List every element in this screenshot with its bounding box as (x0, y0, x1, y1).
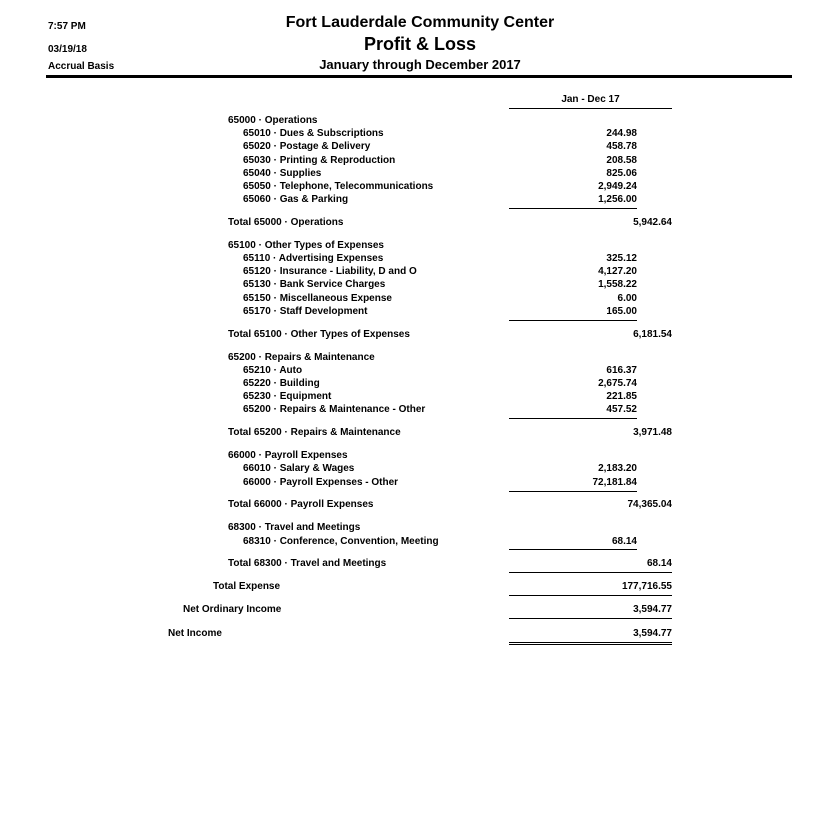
report-row (0, 167, 835, 181)
report-row (0, 377, 835, 391)
row-label: 66000 · Payroll Expenses (228, 450, 348, 461)
row-label: 65030 · Printing & Reproduction (243, 155, 396, 166)
row-amount: 457.52 (606, 404, 637, 415)
report-row (0, 180, 835, 194)
report-date: 03/19/18 (48, 44, 87, 55)
report-row (0, 140, 835, 154)
subtotal-rule (509, 595, 672, 596)
report-row (0, 627, 835, 641)
column-header: Jan - Dec 17 (561, 94, 620, 105)
report-row (0, 265, 835, 279)
row-amount: 5,942.64 (633, 217, 672, 228)
row-amount: 458.78 (606, 141, 637, 152)
report-row (0, 535, 835, 549)
row-amount: 4,127.20 (598, 266, 637, 277)
section-header-row (0, 351, 835, 365)
report-row (0, 278, 835, 292)
row-label: 65150 · Miscellaneous Expense (243, 293, 392, 304)
report-row (0, 390, 835, 404)
section-header-row (0, 239, 835, 253)
row-amount: 325.12 (606, 253, 637, 264)
row-amount: 221.85 (606, 391, 637, 402)
row-label: 65220 · Building (243, 378, 320, 389)
section-header-row (0, 449, 835, 463)
row-amount: 3,594.77 (633, 604, 672, 615)
report-row (0, 462, 835, 476)
row-label: Net Income (168, 628, 222, 639)
row-amount: 616.37 (606, 365, 637, 376)
row-amount: 3,971.48 (633, 427, 672, 438)
row-label: 65130 · Bank Service Charges (243, 279, 386, 290)
row-amount: 165.00 (606, 306, 637, 317)
row-label: 66000 · Payroll Expenses - Other (243, 477, 399, 488)
row-label: 65110 · Advertising Expenses (243, 253, 384, 264)
row-label: Total 68300 · Travel and Meetings (228, 558, 387, 569)
row-amount: 244.98 (606, 128, 637, 139)
row-label: Total 66000 · Payroll Expenses (228, 499, 374, 510)
row-amount: 1,558.22 (598, 279, 637, 290)
report-row (0, 603, 835, 617)
report-row (0, 216, 835, 230)
report-period: January through December 2017 (319, 57, 521, 72)
subtotal-rule (509, 549, 637, 550)
report-row (0, 580, 835, 594)
row-amount: 68.14 (646, 558, 672, 569)
row-label: 65230 · Equipment (243, 391, 332, 402)
row-amount: 177,716.55 (621, 581, 672, 592)
row-label: 65050 · Telephone, Telecommunications (243, 181, 434, 192)
row-label: 65200 · Repairs & Maintenance (228, 352, 375, 363)
row-amount: 6.00 (617, 293, 637, 304)
row-label: 68300 · Travel and Meetings (228, 522, 361, 533)
row-label: 65100 · Other Types of Expenses (228, 240, 384, 251)
row-label: 65040 · Supplies (243, 168, 322, 179)
row-label: 65210 · Auto (243, 365, 303, 376)
row-amount: 2,949.24 (598, 181, 637, 192)
report-row (0, 498, 835, 512)
company-name: Fort Lauderdale Community Center (285, 14, 555, 31)
row-label: Total 65000 · Operations (228, 217, 344, 228)
report-row (0, 305, 835, 319)
row-label: 65000 · Operations (228, 115, 318, 126)
report-row (0, 364, 835, 378)
row-label: Total 65200 · Repairs & Maintenance (228, 427, 401, 438)
report-row (0, 403, 835, 417)
report-row (0, 557, 835, 571)
row-label: 66010 · Salary & Wages (243, 463, 355, 474)
report-basis: Accrual Basis (48, 61, 115, 72)
report-row (0, 328, 835, 342)
row-amount: 6,181.54 (633, 329, 672, 340)
row-label: 65060 · Gas & Parking (243, 194, 349, 205)
subtotal-rule (509, 572, 672, 573)
row-amount: 2,183.20 (598, 463, 637, 474)
report-row (0, 292, 835, 306)
net-income-double-rule (509, 642, 672, 645)
report-title: Profit & Loss (363, 34, 476, 54)
row-amount: 74,365.04 (627, 499, 672, 510)
row-amount: 3,594.77 (633, 628, 672, 639)
section-header-row (0, 521, 835, 535)
section-header-row (0, 114, 835, 128)
report-row (0, 426, 835, 440)
row-label: 65010 · Dues & Subscriptions (243, 128, 384, 139)
row-label: Net Ordinary Income (183, 604, 282, 615)
subtotal-rule (509, 618, 672, 619)
row-label: Total 65100 · Other Types of Expenses (228, 329, 410, 340)
report-row (0, 193, 835, 207)
row-label: 68310 · Conference, Convention, Meeting (243, 536, 439, 547)
row-amount: 208.58 (606, 155, 637, 166)
subtotal-rule (509, 491, 637, 492)
row-label: 65200 · Repairs & Maintenance - Other (243, 404, 426, 415)
report-row (0, 154, 835, 168)
subtotal-rule (509, 418, 637, 419)
row-amount: 2,675.74 (598, 378, 637, 389)
report-time: 7:57 PM (48, 21, 86, 32)
report-row (0, 127, 835, 141)
subtotal-rule (509, 320, 637, 321)
row-amount: 825.06 (606, 168, 637, 179)
row-amount: 1,256.00 (598, 194, 637, 205)
subtotal-rule (509, 208, 637, 209)
row-label: 65020 · Postage & Delivery (243, 141, 371, 152)
row-label: 65170 · Staff Development (243, 306, 368, 317)
row-amount: 72,181.84 (592, 477, 637, 488)
report-row (0, 476, 835, 490)
row-amount: 68.14 (611, 536, 637, 547)
report-row (0, 252, 835, 266)
row-label: 65120 · Insurance - Liability, D and O (243, 266, 417, 277)
row-label: Total Expense (213, 581, 281, 592)
